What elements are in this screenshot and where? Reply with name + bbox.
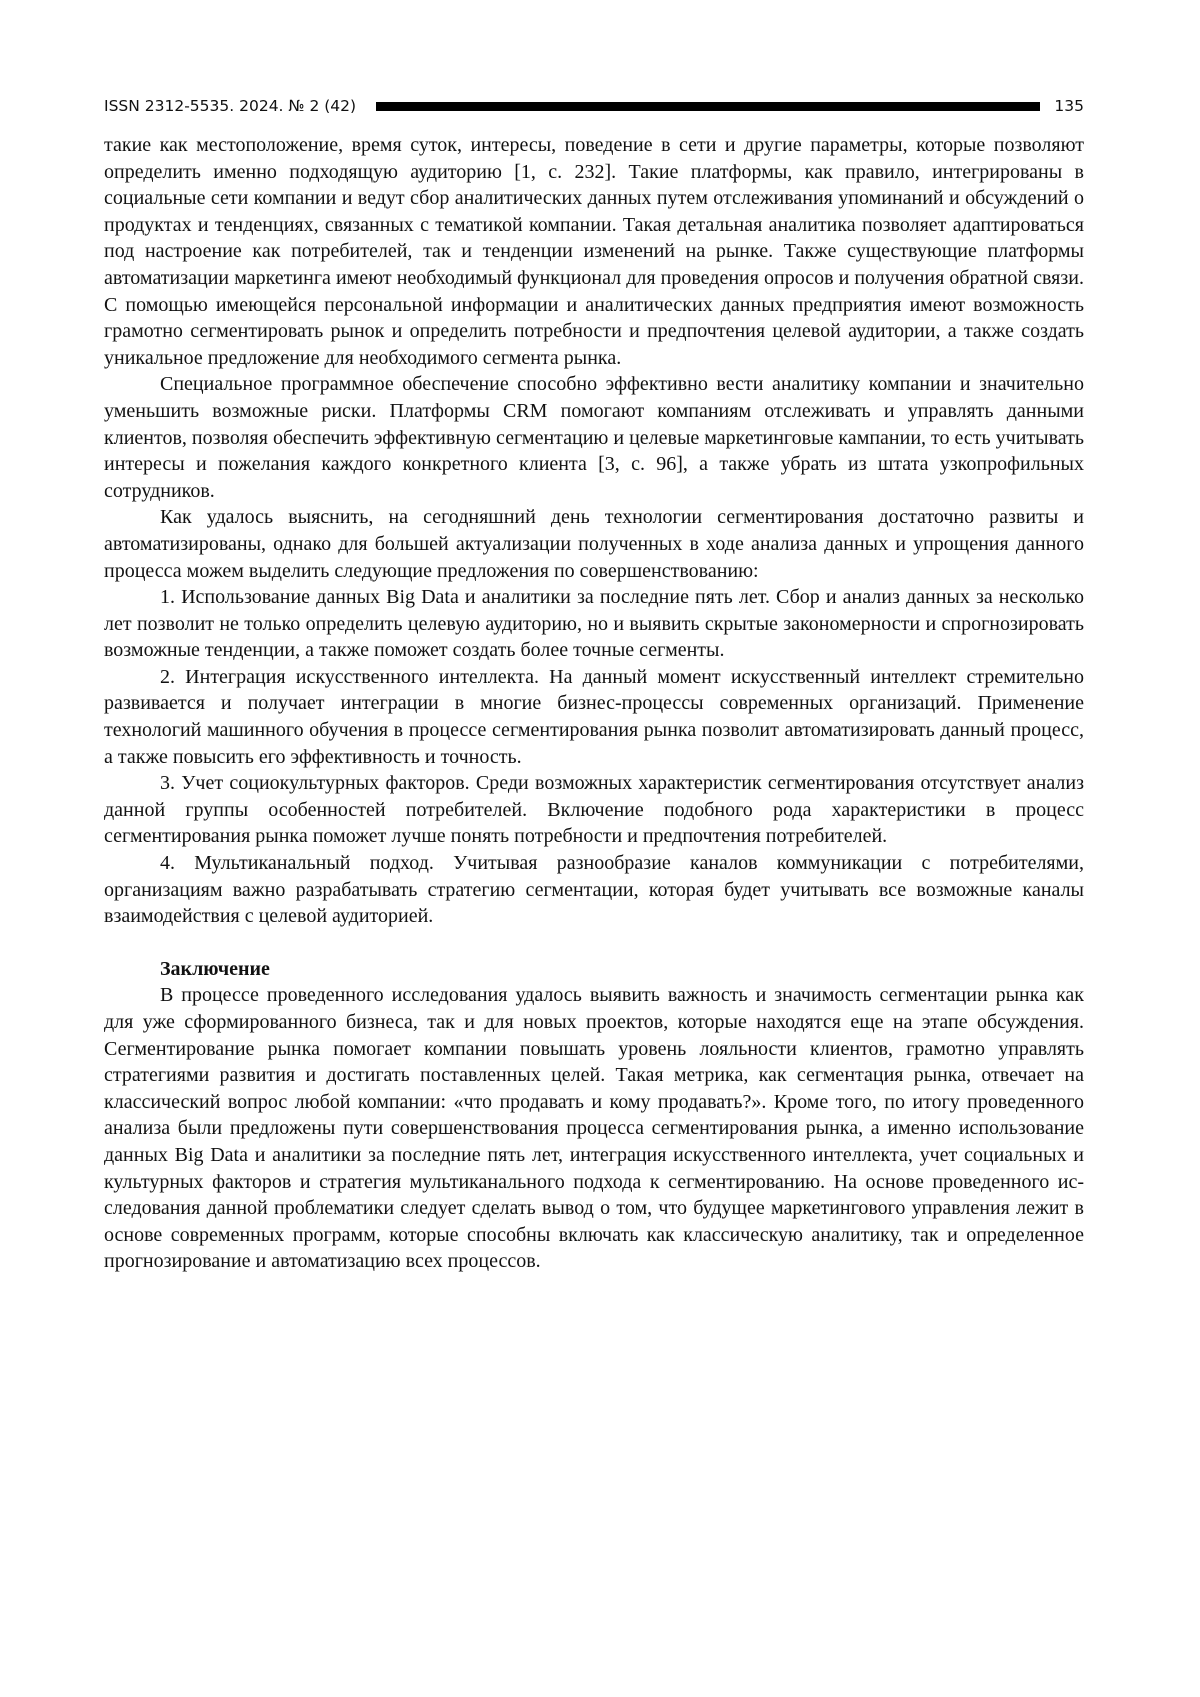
section-heading-conclusion: Заключение (160, 957, 270, 980)
journal-issn: ISSN 2312-5535. 2024. № 2 (42) (104, 97, 357, 115)
running-header (104, 94, 1084, 118)
page-number: 135 (1054, 97, 1084, 115)
list-item-multichannel: 4. Мультиканальный подход. Учитывая разнообразие каналов коммуникации с потребителями, организациям важно разрабатывать стратегию сегментации, которая будет учитывать все возможные каналы взаимодействия с целевой аудиторией. (104, 852, 1084, 928)
paragraph-continuation: такие как местоположение, время суток, интересы, поведение в сети и другие параметры, которые позволяют определить именно подходящую аудиторию [1, с. 232]. Такие платформы, как правило, интегрированы в социальные сети компании и ведут сбор аналитических данных путем отслеживания упоминаний и обсуждений о продуктах и тенденциях, связанных с тематикой компании. Такая детальная аналитика позволяет адаптироваться под настроение как потребителей, так и тенденции изменений на рынке. Также существующие платформы автоматизации маркетинга имеют необходимый функционал для проведения опросов и получения обратной связи. С помощью имеющейся персональной информации и аналитических данных предприятия имеют возможность грамотно сегментировать рынок и определить потребности и предпочтения целевой аудитории, а также создать уникальное предложение для необходимого сегмента рынка. (104, 134, 1084, 369)
header-rule (376, 102, 1040, 111)
list-item-sociocultural: 3. Учет социокультурных факторов. Среди возможных характеристик сегментирования отсутствует анализ данной группы особенностей потребителей. Включение подобного рода характеристики в процесс сегментирования рынка поможет лучше понять потребности и предпочтения потребителей. (104, 772, 1084, 848)
article-body (104, 132, 1084, 1275)
paragraph-crm: Специальное программное обеспечение способно эффективно вести аналитику компании и значительно уменьшить возможные риски. Платформы CRM помогают компаниям отслеживать и управлять данными клиентов, позволяя обеспечить эффективную сегментацию и целевые маркетинговые кампании, то есть учитывать интересы и пожелания каждого конкретного клиента [3, с. 96], а также убрать из штата узкопрофильных сотрудников. (104, 373, 1084, 502)
list-item-big-data: 1. Использование данных Big Data и аналитики за последние пять лет. Сбор и анализ данных за несколько лет позволит не только определить целевую аудиторию, но и выявить скрытые закономерности и спрогнозировать возможные тенденции, а также поможет создать более точные сегменты. (104, 586, 1084, 662)
paragraph-proposals-intro: Как удалось выяснить, на сегодняшний день технологии сегментирования достаточно развиты и автоматизированы, однако для большей актуализации полученных в ходе анализа данных и упрощения данного процесса можем выделить следующие предложения по совершенствованию: (104, 506, 1084, 582)
paragraph-conclusion: В процессе проведенного исследования удалось выявить важность и значимость сегментации рынка как для уже сформированного бизнеса, так и для новых проектов, которые находятся еще на этапе обсуждения. Сегментирование рынка помогает компании повышать уровень лояльности клиентов, грамотно управлять стратегиями развития и достигать поставленных целей. Такая метрика, как сегментация рынка, отвечает на классический вопрос любой компании: «что продавать и кому продавать?». Кроме того, по итогу проведенного анализа были предложены пути совершенствования процесса сегментирования рынка, а именно использование данных Big Data и аналитики за последние пять лет, интеграция искусственного интеллекта, учет социальных и культурных факторов и стратегия мультиканального подхода к сегментированию. На основе проведенного исследования данной проблематики следует сделать вывод о том, что будущее маркетингового управления лежит в основе современных программ, которые способны включать как классическую аналитику, так и определенное прогнозирование и автоматизацию всех процессов. (104, 984, 1084, 1273)
list-item-ai: 2. Интеграция искусственного интеллекта. На данный момент искусственный интеллект стремительно развивается и получает интеграции в многие бизнес-процессы современных организаций. Применение технологий машинного обучения в процессе сегментирования рынка позволит автоматизировать данный процесс, а также повысить его эффективность и точность. (104, 665, 1084, 768)
